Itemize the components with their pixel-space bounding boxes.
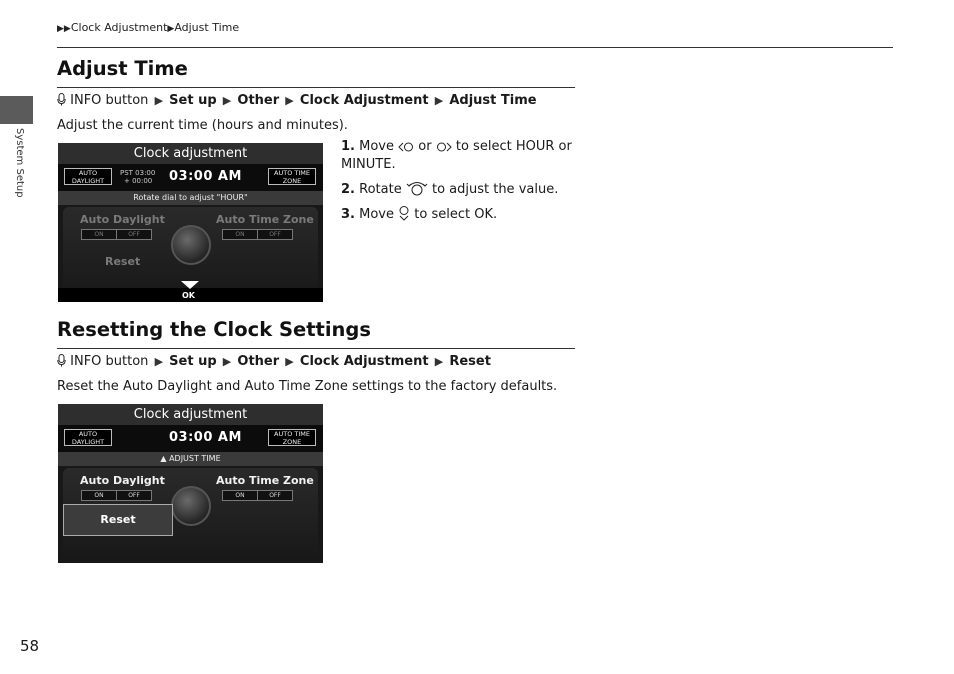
menu-path xyxy=(57,93,537,108)
step-number: 2. xyxy=(341,182,355,197)
page-number: 58 xyxy=(20,637,40,655)
adjust-time-description: Adjust the current time (hours and minutes). xyxy=(57,118,348,133)
path-item-clock-adjustment: Clock Adjustment xyxy=(299,93,429,108)
step-text: or xyxy=(418,139,432,154)
path-arrow-icon: ▶ xyxy=(222,355,232,368)
auto-daylight-label: Auto Daylight xyxy=(80,213,165,226)
screen-status-row xyxy=(58,164,323,191)
breadcrumb-separator-icon: ▶ xyxy=(167,24,175,34)
timezone-readout xyxy=(120,169,155,185)
rotate-hint: Rotate dial to adjust "HOUR" xyxy=(58,191,323,205)
adjust-time-heading: Adjust Time xyxy=(57,57,188,80)
rotate-dial-icon xyxy=(406,180,428,196)
path-item-other: Other xyxy=(237,93,280,108)
auto-time-zone-button[interactable]: AUTO TIME ZONE xyxy=(268,168,316,185)
auto-time-zone-toggle[interactable] xyxy=(222,490,293,501)
reset-screen xyxy=(58,404,323,563)
path-start: INFO button xyxy=(70,354,149,369)
auto-daylight-toggle[interactable] xyxy=(81,490,152,501)
path-item-setup: Set up xyxy=(169,354,217,369)
off-option[interactable]: OFF xyxy=(116,230,151,239)
ok-button[interactable]: OK xyxy=(182,291,195,300)
screen-title: Clock adjustment xyxy=(58,143,323,164)
screen-status-row xyxy=(58,425,323,452)
heading-rule xyxy=(57,348,575,349)
step-text: to select xyxy=(414,207,471,222)
off-option[interactable]: OFF xyxy=(257,491,292,500)
up-arrow-icon: ▲ xyxy=(160,454,167,463)
reset-button[interactable]: Reset xyxy=(63,504,173,536)
auto-daylight-button[interactable]: AUTO DAYLIGHT xyxy=(64,168,112,185)
path-item-other: Other xyxy=(237,354,280,369)
step-1 xyxy=(341,138,581,174)
adjust-time-bar[interactable] xyxy=(58,452,323,466)
step-text: Move xyxy=(359,207,394,222)
step-text: Move xyxy=(359,139,394,154)
path-arrow-icon: ▶ xyxy=(285,94,294,107)
down-arrow-icon xyxy=(181,281,199,289)
breadcrumb-level2[interactable]: Adjust Time xyxy=(174,21,240,34)
off-option[interactable]: OFF xyxy=(257,230,292,239)
reset-clock-heading: Resetting the Clock Settings xyxy=(57,318,371,341)
auto-time-zone-term: Auto Time Zone xyxy=(244,379,348,394)
auto-time-zone-label: Auto Time Zone xyxy=(216,474,314,487)
breadcrumb-arrow-icon: ▶▶ xyxy=(57,24,71,34)
screen-title: Clock adjustment xyxy=(58,404,323,425)
timezone: PST 03:00 xyxy=(120,169,156,177)
joystick-down-icon xyxy=(398,205,410,221)
breadcrumb-level1[interactable]: Clock Adjustment xyxy=(70,21,168,34)
desc-text: Reset the xyxy=(57,379,119,394)
microphone-icon xyxy=(57,354,66,367)
heading-rule xyxy=(57,87,575,88)
ok-label: OK xyxy=(474,207,493,222)
on-option[interactable]: ON xyxy=(82,230,116,239)
path-arrow-icon: ▶ xyxy=(285,355,294,368)
path-item-adjust-time: Adjust Time xyxy=(449,93,537,108)
step-number: 1. xyxy=(341,139,355,154)
on-option[interactable]: ON xyxy=(82,491,116,500)
desc-text: settings to the factory defaults. xyxy=(352,379,558,394)
reset-option[interactable]: Reset xyxy=(105,255,141,268)
breadcrumb xyxy=(57,21,239,34)
ok-bar xyxy=(58,288,323,302)
step-text: to adjust the value. xyxy=(431,182,559,197)
top-divider xyxy=(57,47,893,48)
path-arrow-icon: ▶ xyxy=(154,355,164,368)
auto-daylight-toggle[interactable] xyxy=(81,229,152,240)
menu-path xyxy=(57,354,491,369)
time-display: 03:00 AM xyxy=(169,430,242,445)
step-text: Rotate xyxy=(359,182,402,197)
adjust-time-screen xyxy=(58,143,323,302)
path-start: INFO button xyxy=(70,93,149,108)
step-text: . xyxy=(493,207,498,222)
auto-daylight-term: Auto Daylight xyxy=(122,379,212,394)
path-arrow-icon: ▶ xyxy=(434,355,444,368)
microphone-icon xyxy=(57,93,66,106)
on-option[interactable]: ON xyxy=(223,230,257,239)
path-item-setup: Set up xyxy=(169,93,217,108)
path-item-clock-adjustment: Clock Adjustment xyxy=(299,354,429,369)
joystick-right-icon xyxy=(436,141,452,153)
on-option[interactable]: ON xyxy=(223,491,257,500)
dial-knob-icon xyxy=(171,225,211,265)
path-item-reset: Reset xyxy=(449,354,491,369)
step-number: 3. xyxy=(341,207,355,222)
off-option[interactable]: OFF xyxy=(116,491,151,500)
time-display[interactable]: 03:00 AM xyxy=(169,169,242,184)
step-2 xyxy=(341,180,581,199)
timezone-offset: + 00:00 xyxy=(124,177,153,185)
desc-text: and xyxy=(215,379,241,394)
steps-list xyxy=(341,138,581,230)
step-3 xyxy=(341,205,581,224)
auto-time-zone-button[interactable]: AUTO TIME ZONE xyxy=(268,429,316,446)
dial-knob-icon xyxy=(171,486,211,526)
path-arrow-icon: ▶ xyxy=(434,94,444,107)
path-arrow-icon: ▶ xyxy=(222,94,232,107)
section-label: System Setup xyxy=(14,128,25,198)
reset-description xyxy=(57,379,557,394)
step-text: to select HOUR or MINUTE. xyxy=(341,139,572,172)
auto-daylight-button[interactable]: AUTO DAYLIGHT xyxy=(64,429,112,446)
auto-daylight-label: Auto Daylight xyxy=(80,474,165,487)
joystick-left-icon xyxy=(398,141,414,153)
adjust-time-link[interactable]: ADJUST TIME xyxy=(169,454,221,463)
auto-time-zone-toggle[interactable] xyxy=(222,229,293,240)
section-tab xyxy=(0,96,33,124)
path-arrow-icon: ▶ xyxy=(154,94,164,107)
auto-time-zone-label: Auto Time Zone xyxy=(216,213,314,226)
